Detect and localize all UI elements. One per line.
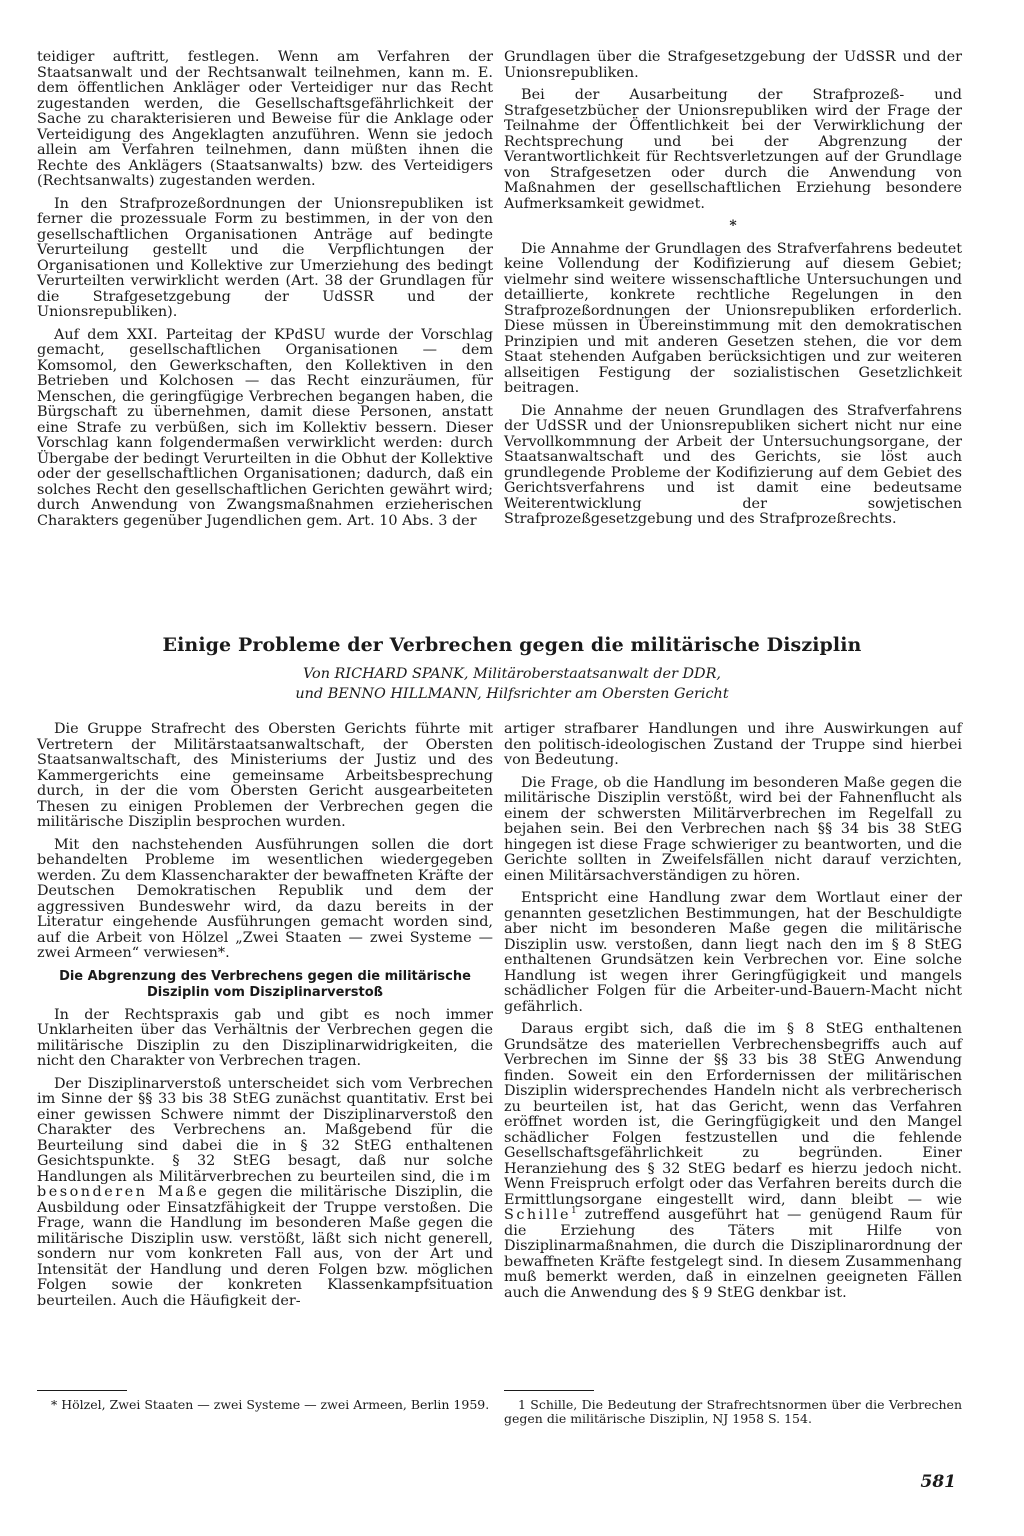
page-number: 581 xyxy=(920,1472,956,1492)
section-subheading: Die Abgrenzung des Verbrechens gegen die militärische Disziplin vom Disziplinarverstoß xyxy=(59,968,471,1000)
text-run: Daraus ergibt sich, daß die im § 8 StEG enthaltenen Grundsätze des materiellen Verbrechensbegriffs auch auf Verbrechen im Sinne der §§ 33 bis 38 StEG Anwendung finden. Soweit ein den Erfordernissen der militärischen Disziplin widersprechendes Handeln nicht als verbrecherisch zu beurteilen ist, hat das Gericht, wenn das Verfahren eröffnet worden ist, die Geringfügigkeit und den Mangel schädlicher Folgen festzustellen und die fehlende Gesellschaftsgefährlichkeit zu begründen. Einer Heranziehung des § 32 StEG bedarf es hierzu jedoch nicht. Wenn Freispruch erfolgt oder das Verfahren bereits durch die Ermittlungsorgane eingestellt wird, dann bleibt — wie xyxy=(504,1021,962,1208)
top-left-column xyxy=(37,50,493,529)
cited-author: Schille xyxy=(504,1207,572,1223)
text-run: Der Disziplinarverstoß unterscheidet sich vom Verbrechen im Sinne der §§ 33 bis 38 StEG zunächst quantitativ. Erst bei einer gewissen Schwere nimmt der Disziplinarverstoß den Charakter des Verbrechens an. Maßgebend für die Beurteilung sind dabei die in § 32 StEG enthaltenen Gesichtspunkte. § 32 StEG besagt, daß nur solche Handlungen als Militärverbrechen zu beurteilen sind, die xyxy=(37,1075,493,1185)
footnote-divider xyxy=(504,1390,594,1391)
article-title: Einige Probleme der Verbrechen gegen die militärische Disziplin xyxy=(162,634,862,656)
paragraph xyxy=(504,1022,962,1301)
text-run: zutreffend ausgeführt hat — genügend Raum für die Erziehung des Täters mit Hilfe von Disziplinarmaßnahmen, die durch die Disziplinarordnung der bewaffneten Kräfte festgelegt sind. In diesem Zusammenhang muß bemerkt werden, daß in einzelnen geeigneten Fällen auch die Anwendung des § 9 StEG denkbar ist. xyxy=(504,1207,962,1301)
footnote-marker: 1 xyxy=(571,1206,577,1217)
byline-author-2: und BENNO HILLMANN, Hilfsrichter am Obersten Gericht xyxy=(295,686,729,702)
paragraph xyxy=(37,1077,493,1310)
paragraph: Die Annahme der neuen Grundlagen des Strafverfahrens der UdSSR und der Unionsrepubliken sichert nicht nur eine Vervollkommnung der Arbeit der Untersuchungsorgane, der Staatsanwaltschaft und des Gerichts, sie löst auch grundlegende Probleme der Kodifizierung auf dem Gebiet des Gerichtsverfahrens und ist damit eine bedeutsame Weiterentwicklung der sowjetischen Strafprozeßgesetzgebung und des Strafprozeßrechts. xyxy=(504,402,962,527)
footnote-left: * Hölzel, Zwei Staaten — zwei Systeme — zwei Armeen, Berlin 1959. xyxy=(51,1397,490,1412)
text-run: gegen die militärische Disziplin, die Ausbildung oder Einsatzfähigkeit der Truppe verstoßen. Die Frage, wann die Handlung im besonderen Maße gegen die militärische Disziplin usw. verstößt, läßt sich nicht generell, sondern nur vom konkreten Fall aus, von der Art und Intensität der Handlung und deren Folgen bzw. möglichen Folgen sowie der konkreten Klassenkampfsituation beurteilen. Auch die Häufigkeit der- xyxy=(37,1184,493,1309)
paragraph: Entspricht eine Handlung zwar dem Wortlaut einer der genannten gesetzlichen Bestimmungen, hat der Beschuldigte aber nicht im besonderen Maße gegen die militärische Disziplin usw. verstoßen, dann liegt nach den im § 8 StEG enthaltenen Grundsätzen kein Verbrechen vor. Eine solche Handlung ist wegen ihrer Geringfügigkeit und mangels schädlicher Folgen für die Arbeiter-und-Bauern-Macht nicht gefährlich. xyxy=(504,890,962,1015)
byline-author-1: Von RICHARD SPANK, Militäroberstaatsanwalt der DDR, xyxy=(302,666,722,682)
emphasized-text: im besonderen Maße xyxy=(37,1168,493,1200)
paragraph: Auf dem XXI. Parteitag der KPdSU wurde der Vorschlag gemacht, gesellschaftlichen Organisationen — dem Komsomol, den Gewerkschaften, den Kollektiven in den Betrieben und Kolchosen — das Recht einzuräumen, für Menschen, die geringfügige Verbrechen begangen haben, die Bürgschaft zu übernehmen, damit diese Personen, anstatt eine Strafe zu verbüßen, sich im Kollektiv bessern. Dieser Vorschlag kann folgendermaßen verwirklicht werden: durch Übergabe der bedingt Verurteilten in die Obhut der Kollektive oder der gesellschaftlichen Organisationen; dadurch, daß ein solches Recht den gesellschaftlichen Gerichten gewährt wird; durch Anwendung von Zwangsmaßnahmen erzieherischen Charakters gegenüber Jugendlichen gem. Art. 10 Abs. 3 der xyxy=(37,326,493,529)
paragraph: Mit den nachstehenden Ausführungen sollen die dort behandelten Probleme im wesentlichen wiedergegeben werden. Zu dem Klassencharakter der bewaffneten Kräfte der Deutschen Demokratischen Republik und dem der aggressiven Bundeswehr wird, da dazu bereits in der Literatur eingehende Ausführungen gemacht worden sind, auf die Arbeit von Hölzel „Zwei Staaten — zwei Systeme — zwei Armeen“ verwiesen*. xyxy=(37,836,493,961)
paragraph: Bei der Ausarbeitung der Strafprozeß- und Strafgesetzbücher der Unionsrepubliken wird der Frage der Teilnahme der Öffentlichkeit bei der Verwirklichung der Rechtsprechung und bei der Abgrenzung der Verantwortlichkeit für Rechtsverletzungen auf der Grundlage von Strafgesetzen oder durch die Anwendung von Maßnahmen der gesellschaftlichen Erziehung besondere Aufmerksamkeit gewidmet. xyxy=(504,87,962,212)
paragraph: Die Frage, ob die Handlung im besonderen Maße gegen die militärische Disziplin verstößt, wird bei der Fahnenflucht als einem der schwersten Militärverbrechen im Regelfall zu bejahen sein. Bei den Verbrechen nach §§ 34 bis 38 StEG hingegen ist diese Frage schwieriger zu beantworten, und die Gerichte sollten in Zweifelsfällen nicht darauf verzichten, einen Militärsachverständigen zu hören. xyxy=(504,774,962,884)
paragraph: Die Gruppe Strafrecht des Obersten Gerichts führte mit Vertretern der Militärstaatsanwaltschaft, der Obersten Staatsanwaltschaft, des Ministeriums der Justiz und des Kammergerichts eine gemeinsame Arbeitsbesprechung durch, in der die vom Obersten Gericht ausgearbeiteten Thesen zu einigen Problemen der Verbrechen gegen die militärische Disziplin besprochen wurden. xyxy=(37,721,493,830)
bottom-right-column xyxy=(504,722,962,1301)
section-separator: * xyxy=(729,218,737,234)
bottom-left-column xyxy=(37,722,493,1309)
footnote-right: 1 Schille, Die Bedeutung der Strafrechtsnormen über die Verbrechen gegen die militärische Disziplin, NJ 1958 S. 154. xyxy=(504,1397,962,1426)
top-right-column xyxy=(504,50,962,528)
paragraph: Die Annahme der Grundlagen des Strafverfahrens bedeutet keine Vollendung der Kodifizierung auf diesem Gebiet; vielmehr sind weitere wissenschaftliche Untersuchungen und detaillierte, konkrete rechtliche Regelungen in den Strafprozeßordnungen der Unionsrepubliken erforderlich. Diese müssen in Übereinstimmung mit den demokratischen Prinzipien und mit anderen Gesetzen stehen, die vor dem Staat stehenden Aufgaben berücksichtigen und zur weiteren allseitigen Festigung der sozialistischen Gesetzlichkeit beitragen. xyxy=(504,240,962,396)
paragraph: teidiger auftritt, festlegen. Wenn am Verfahren der Staatsanwalt und der Rechtsanwalt teilnehmen, kann m. E. dem öffentlichen Ankläger oder Verteidiger nur das Recht zugestanden werden, die Gesellschaftsgefährlichkeit der Sache zu charakterisieren und Beweise für die Anklage oder Verteidigung des Angeklagten anzuführen. Wenn sie jedoch allein am Verfahren teilnehmen, dann müßten ihnen die Rechte des Anklägers (Staatsanwalts) bzw. des Verteidigers (Rechtsanwalts) zugestanden werden. xyxy=(37,49,493,189)
footnote-divider xyxy=(37,1390,127,1391)
paragraph: In den Strafprozeßordnungen der Unionsrepubliken ist ferner die prozessuale Form zu bestimmen, in der von den gesellschaftlichen Organisationen Anträge auf bedingte Verurteilung gestellt und die Verpflichtungen der Organisationen und Kollektive zur Umerziehung des bedingt Verurteilten verwirklicht werden (Art. 38 der Grundlagen für die Strafgesetzgebung der UdSSR und der Unionsrepubliken). xyxy=(37,195,493,320)
paragraph: artiger strafbarer Handlungen und ihre Auswirkungen auf den politisch-ideologischen Zustand der Truppe sind hierbei von Bedeutung. xyxy=(504,721,962,768)
paragraph: In der Rechtspraxis gab und gibt es noch immer Unklarheiten über das Verhältnis der Verbrechen gegen die militärische Disziplin zu den Disziplinarwidrigkeiten, die nicht den Charakter von Verbrechen tragen. xyxy=(37,1006,493,1069)
paragraph: Grundlagen über die Strafgesetzgebung der UdSSR und der Unionsrepubliken. xyxy=(504,49,962,81)
